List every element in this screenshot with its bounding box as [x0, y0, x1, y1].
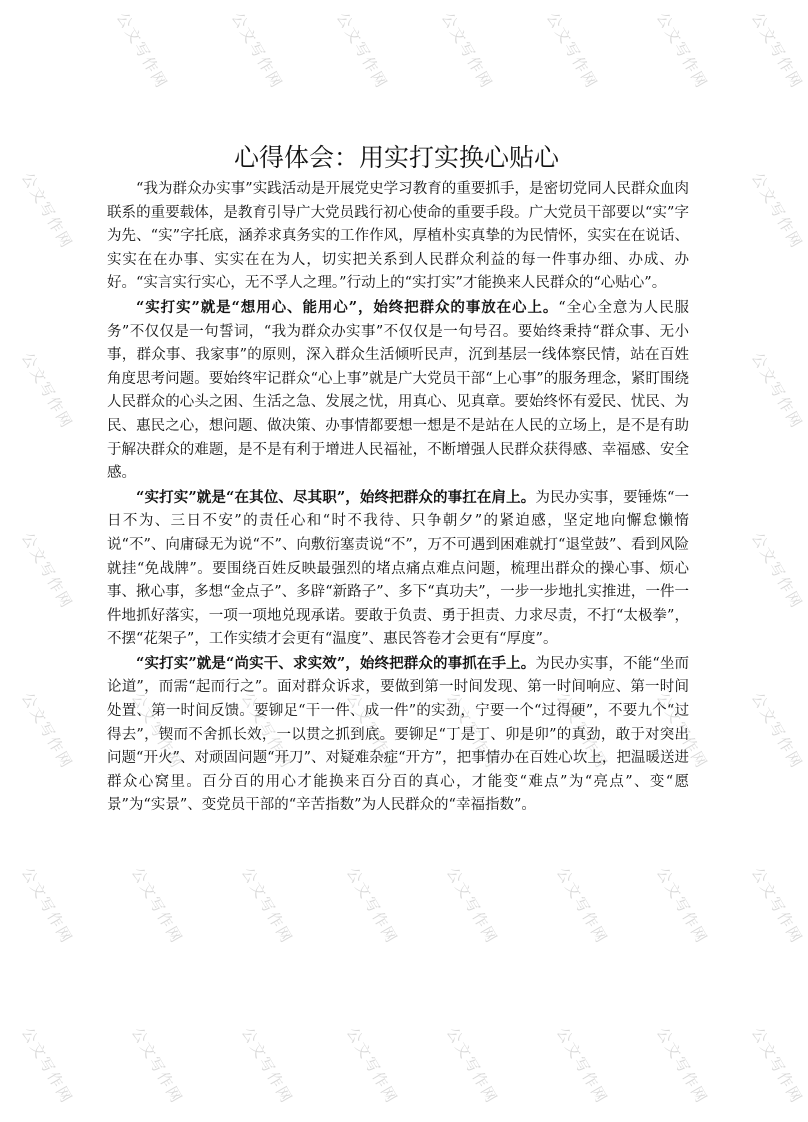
- watermark: 公文写作网: [443, 1024, 502, 1108]
- watermark: 公文写作网: [553, 689, 612, 773]
- watermark: 公文写作网: [748, 1024, 807, 1108]
- watermark: 公文写作网: [128, 1024, 187, 1108]
- paragraph-text: 为民办实事，要锤炼“一日不为、三日不安”的责任心和“时不我待、只争朝夕”的紧迫感，坚定地向懈怠懒惰说“不”、向庸碌无为说“不”、向敷衍塞责说“不”，万不可遇到困难就打“退堂鼓”、看到风险就挂“免战牌”。要围绕百姓反映最强烈的堵点痛点难点问题，梳理出群众的操心事、烦心事、揪心事，多想“金点子”、多辟“新路子”、多下“真功夫”，一步一步地扎实推进，一件一件地抓好落实，一项一项地兑现承诺。要敢于负责、勇于担责、力求尽责，不打“太极拳”，不摆“花架子”，工作实绩才会更有“温度”、惠民答卷才会更有“厚度”。: [107, 489, 689, 648]
- watermark: 公文写作网: [553, 1024, 612, 1108]
- watermark: 公文写作网: [748, 169, 807, 253]
- watermark: 公文写作网: [748, 864, 807, 948]
- watermark: 公文写作网: [653, 864, 712, 948]
- watermark: 公文写作网: [748, 529, 807, 613]
- paragraph-text: “全心全意为人民服务”不仅仅是一句誓词，“我为群众办实事”不仅仅是一句号召。要始终秉持“群众事、无小事，群众事、我家事”的原则，深入群众生活倾听民声，沉到基层一线体察民情，站在百姓角度思考问题。要始终牢记群众“心上事”就是广大党员干部“上心事”的服务理念，紧盯围绕人民群众的心头之困、生活之急、发展之忧，用真心、见真章。要始终怀有爱民、忧民、为民、惠民之心，想问题、做决策、办事情都要想一想是不是站在人民的立场上，是不是有助于解决群众的难题，是不是有利于增进人民福祉，不断增强人民群众获得感、幸福感、安全感。: [107, 299, 689, 482]
- paragraph-section-1: [107, 296, 689, 486]
- watermark: 公文写作网: [18, 529, 77, 613]
- paragraph-intro: [107, 178, 689, 296]
- watermark: 公文写作网: [18, 1024, 77, 1108]
- watermark: 公文写作网: [18, 349, 77, 433]
- watermark: 公文写作网: [18, 689, 77, 773]
- watermark: 公文写作网: [748, 9, 807, 93]
- paragraph-lead: “实打实”就是“尚实干、求实效”，始终把群众的事抓在手上。: [136, 654, 536, 672]
- watermark: 公文写作网: [228, 9, 287, 93]
- watermark: 公文写作网: [748, 349, 807, 433]
- watermark: 公文写作网: [238, 1024, 297, 1108]
- watermark: 公文写作网: [653, 689, 712, 773]
- document-title: 心得体会：用实打实换心贴心: [233, 143, 559, 172]
- watermark: 公文写作网: [128, 689, 187, 773]
- paragraph-lead: “实打实”就是“想用心、能用心”，始终把群众的事放在心上。: [136, 298, 559, 316]
- watermark: 公文写作网: [653, 9, 712, 93]
- watermark: 公文写作网: [653, 1024, 712, 1108]
- watermark: 公文写作网: [553, 864, 612, 948]
- watermark: 公文写作网: [443, 864, 502, 948]
- watermark: 公文写作网: [543, 9, 602, 93]
- paragraph-text: 为民办实事，不能“坐而论道”，而需“起而行之”。面对群众诉求，要做到第一时间发现、第一时间响应、第一时间处置、第一时间反馈。要铆足“干一件、成一件”的实劲，宁要一个“过得硬”，不要九个“过得去”，锲而不舍抓长效，一以贯之抓到底。要铆足“丁是丁、卯是卯”的真劲，敢于对突出问题“开火”、对顽固问题“开刀”、对疑难杂症“开方”，把事情办在百姓心坎上，把温暖送进群众心窝里。百分百的用心才能换来百分百的真心，才能变“难点”为“亮点”、变“愿景”为“实景”、变党员干部的“辛苦指数”为人民群众的“幸福指数”。: [107, 655, 689, 814]
- watermark: 公文写作网: [238, 864, 297, 948]
- watermark: 公文写作网: [438, 9, 497, 93]
- watermark: 公文写作网: [343, 689, 402, 773]
- watermark: 公文写作网: [333, 9, 392, 93]
- document-body: [107, 178, 689, 818]
- watermark: 公文写作网: [18, 864, 77, 948]
- watermark: 公文写作网: [343, 864, 402, 948]
- watermark: 公文写作网: [443, 689, 502, 773]
- paragraph-text: “我为群众办实事”实践活动是开展党史学习教育的重要抓手，是密切党同人民群众血肉联系的重要载体，是教育引导广大党员践行初心使命的重要手段。广大党员干部要以“实”字为先、“实”字托底，涵养求真务实的工作作风，厚植朴实真挚的为民情怀，实实在在说话、实实在在办事、实实在在为人，切实把关系到人民群众利益的每一件事办细、办成、办好。“实言实行实心，无不孚人之理。”行动上的“实打实”才能换来人民群众的“心贴心”。: [107, 181, 689, 292]
- watermark: 公文写作网: [343, 1024, 402, 1108]
- watermark: 公文写作网: [128, 864, 187, 948]
- watermark: 公文写作网: [18, 169, 77, 253]
- paragraph-section-2: [107, 486, 689, 652]
- paragraph-section-3: [107, 652, 689, 818]
- paragraph-lead: “实打实”就是“在其位、尽其职”，始终把群众的事扛在肩上。: [136, 488, 536, 506]
- watermark: 公文写作网: [238, 689, 297, 773]
- watermark: 公文写作网: [113, 9, 172, 93]
- watermark: 公文写作网: [748, 689, 807, 773]
